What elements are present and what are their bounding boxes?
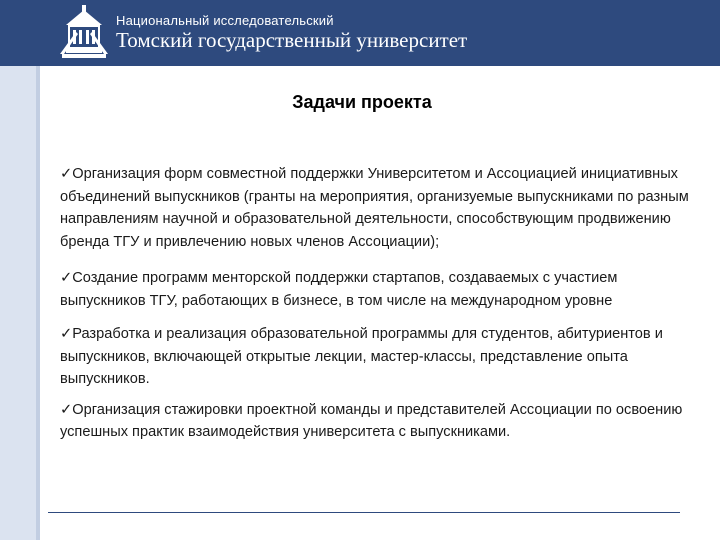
header-title: Томский государственный университет bbox=[116, 28, 468, 52]
task-item-text: Организация стажировки проектной команды и представителей Ассоциации по освоению успешных практик взаимодействия университета с выпускниками. bbox=[60, 401, 683, 440]
footer-divider bbox=[48, 512, 680, 513]
task-item-text: Создание программ менторской поддержки стартапов, создаваемых с участием выпускников ТГУ, работающих в бизнесе, в том числе на международном уровне bbox=[60, 270, 618, 309]
left-decorative-bar-edge bbox=[36, 66, 40, 540]
checkmark-icon: ✓ bbox=[60, 325, 73, 342]
slide-heading: Задачи проекта bbox=[292, 92, 432, 112]
task-item-2 bbox=[60, 267, 700, 312]
task-list bbox=[60, 163, 700, 458]
university-building-logo-icon bbox=[56, 4, 112, 62]
checkmark-icon: ✓ bbox=[60, 269, 73, 286]
checkmark-icon: ✓ bbox=[60, 165, 73, 182]
task-item-1 bbox=[60, 163, 700, 253]
header-banner bbox=[0, 0, 720, 66]
task-item-text: Разработка и реализация образовательной программы для студентов, абитуриентов и выпускников, включающей открытые лекции, мастер-классы, представление опыта выпускников. bbox=[60, 326, 663, 387]
task-item-3 bbox=[60, 323, 700, 391]
header-subtitle: Национальный исследовательский bbox=[116, 13, 334, 28]
left-decorative-bar bbox=[0, 66, 40, 540]
task-item-4 bbox=[60, 399, 700, 444]
checkmark-icon: ✓ bbox=[60, 400, 73, 418]
task-item-text: Организация форм совместной поддержки Университетом и Ассоциацией инициативных объединений выпускников (гранты на мероприятия, организуемые выпускниками по разным направлениям научной и образовательной деятельности, способствующим продвижению бренда ТГУ и привлечению новых членов Ассоциации); bbox=[60, 166, 689, 250]
